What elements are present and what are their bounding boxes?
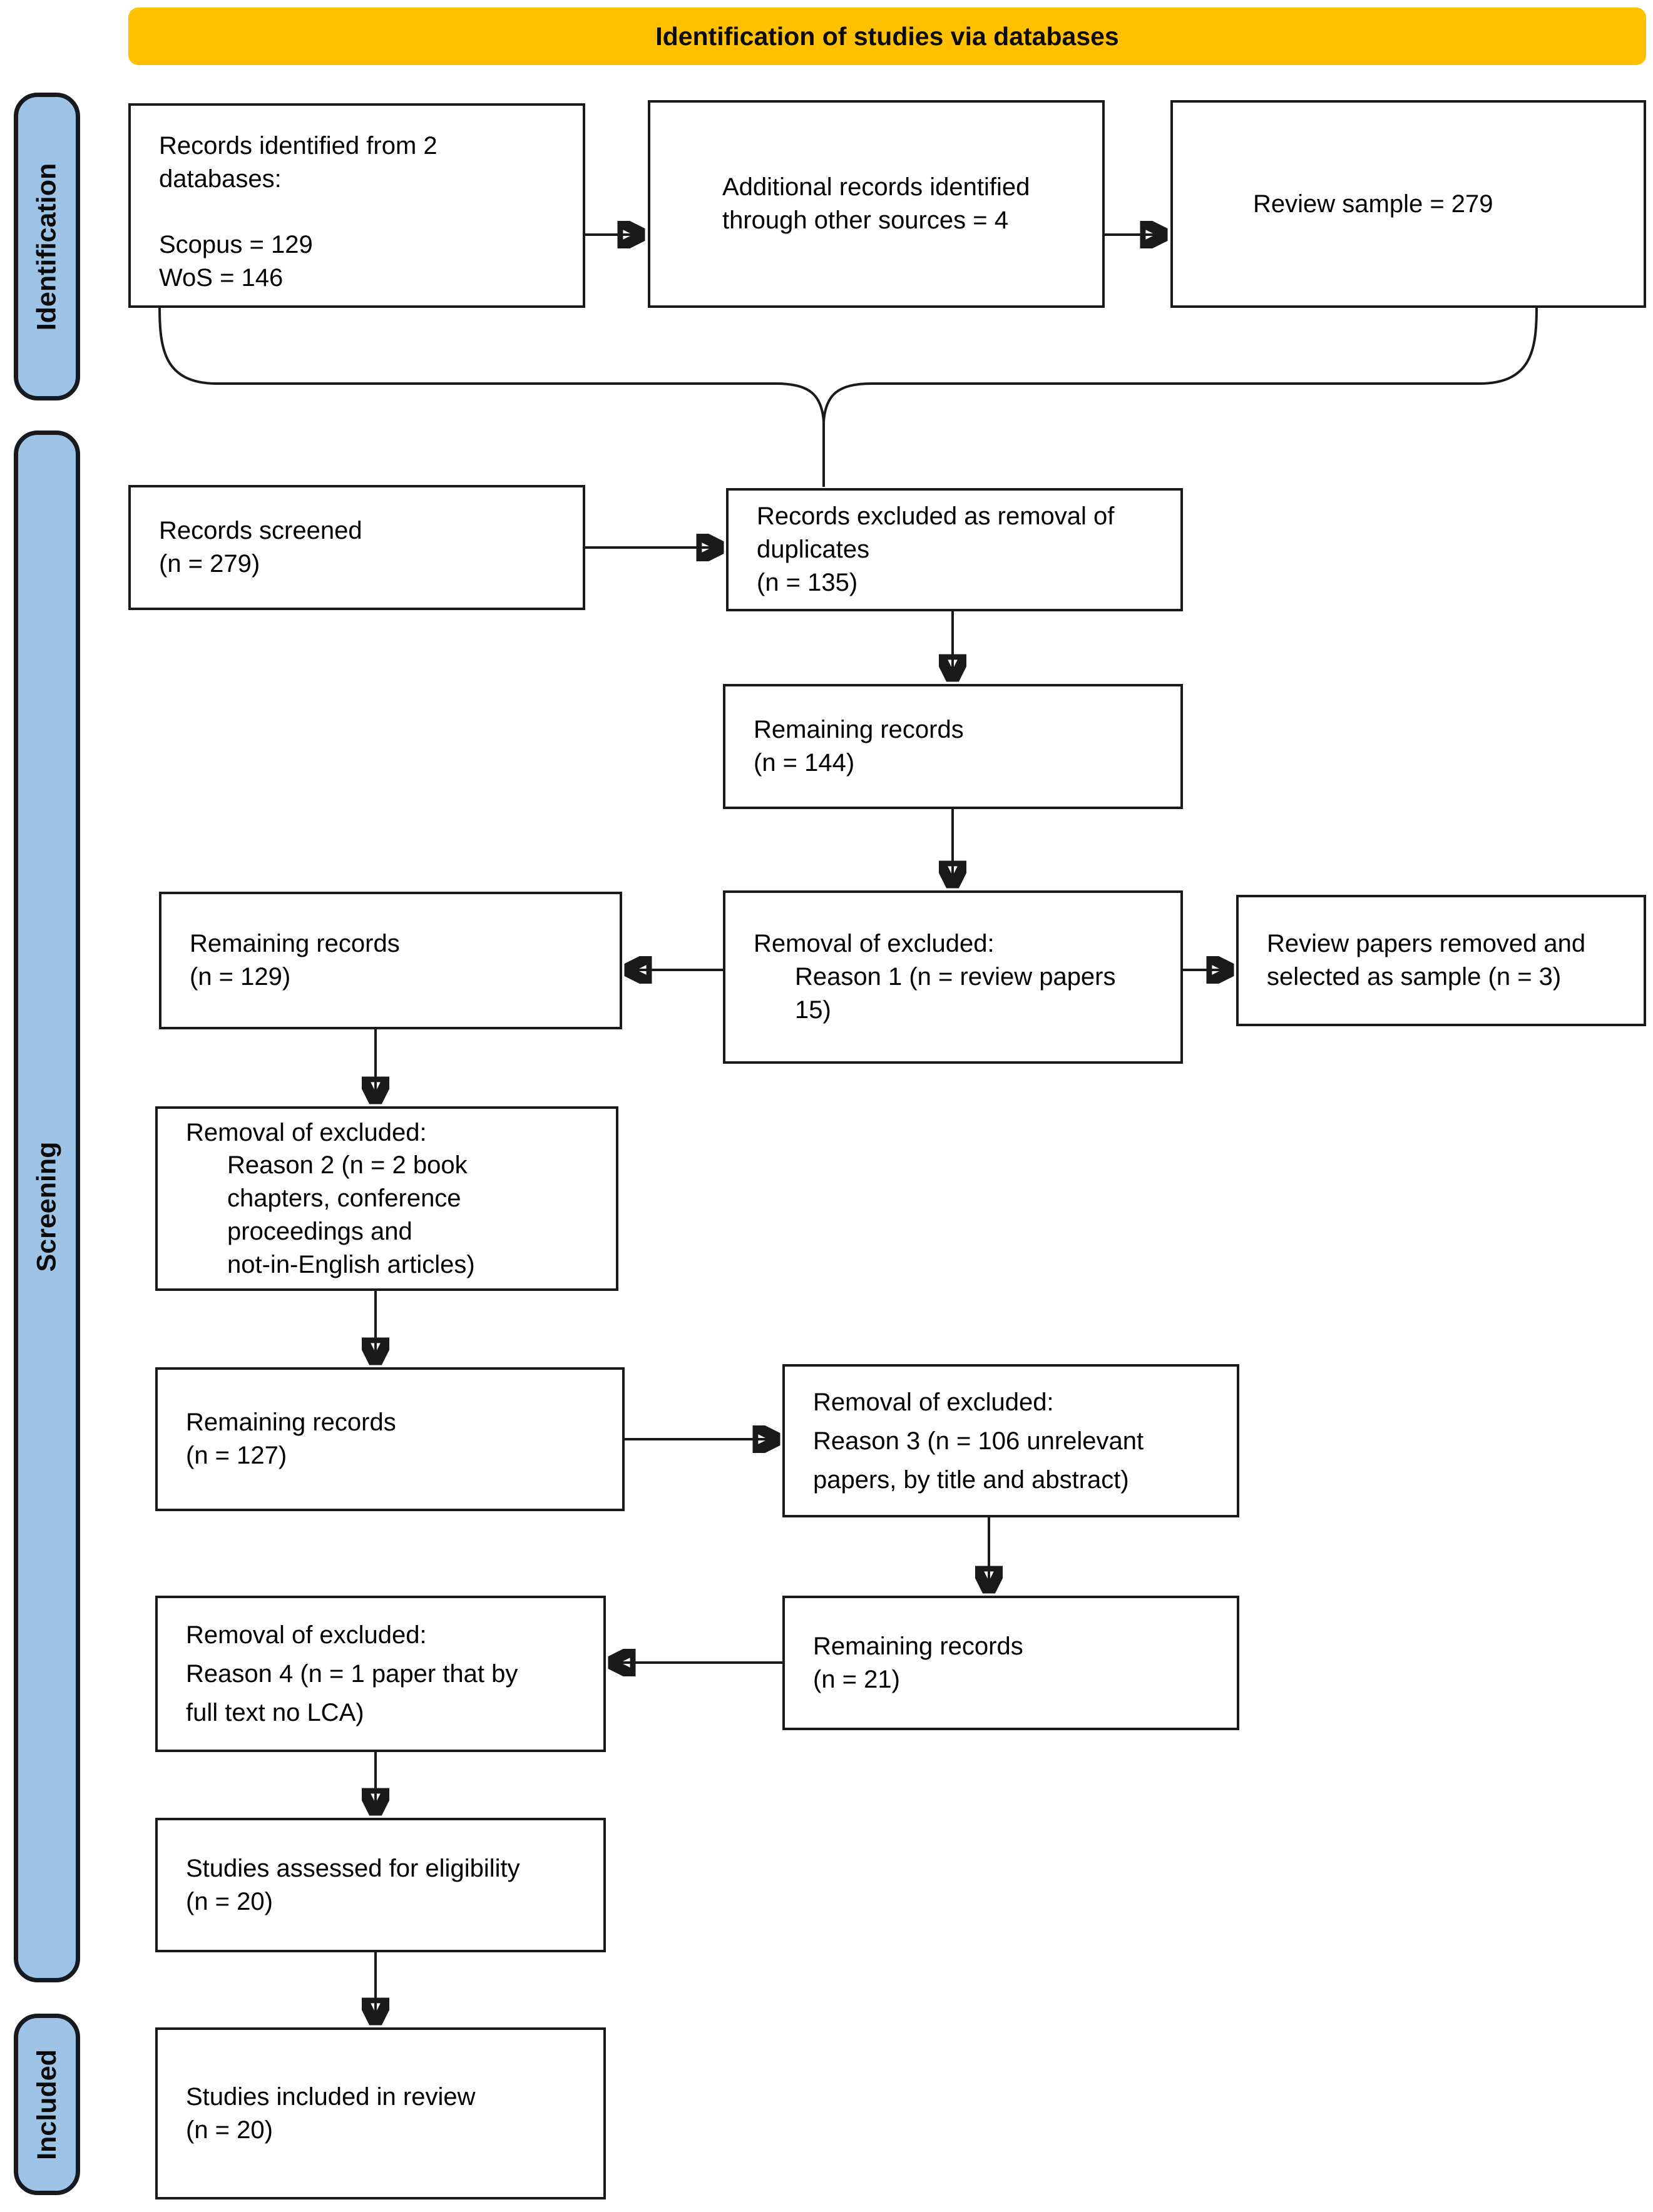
box-text-line: Reason 4 (n = 1 paper that by (186, 1660, 518, 1688)
stage-label-included: Included (31, 2049, 62, 2160)
box-text-line: duplicates (757, 536, 870, 564)
box-text-line: (n = 279) (159, 550, 260, 578)
box-text-line: Review papers removed and (1267, 930, 1586, 958)
stage-bar-included (14, 2014, 80, 2195)
box-text-line: databases: (159, 165, 282, 193)
stage-bar-screening (14, 431, 80, 1982)
box-text-line: not-in-English articles) (227, 1250, 475, 1278)
box-text-line: WoS = 146 (159, 264, 284, 292)
box-removal-reason-2 (155, 1106, 618, 1291)
box-text-line: Remaining records (754, 716, 964, 744)
box-text-line: 15) (795, 996, 831, 1024)
box-remaining-records-144 (723, 684, 1183, 809)
box-review-sample (1170, 100, 1646, 308)
box-text-line: through other sources = 4 (722, 206, 1008, 234)
phase-banner (128, 8, 1646, 65)
box-text-line (159, 196, 565, 229)
box-text-line: (n = 21) (813, 1665, 900, 1693)
box-text-line: selected as sample (n = 3) (1267, 963, 1562, 991)
box-text-line: Removal of excluded: (186, 1621, 427, 1649)
stage-label-screening: Screening (31, 1141, 62, 1272)
box-text-line: (n = 144) (754, 749, 855, 777)
box-text-line: Reason 3 (n = 106 unrelevant (813, 1427, 1144, 1455)
box-text-line: Removal of excluded: (186, 1118, 427, 1146)
box-text-line: Removal of excluded: (813, 1388, 1054, 1416)
box-removal-reason-1 (723, 890, 1183, 1064)
box-text-line: (n = 135) (757, 568, 858, 596)
box-removal-reason-3 (782, 1364, 1239, 1517)
stage-bar-identification (14, 93, 80, 400)
box-text-line: Studies included in review (186, 2082, 476, 2111)
box-text-line: Remaining records (186, 1409, 396, 1437)
box-text-line: Reason 2 (n = 2 book (227, 1151, 468, 1180)
box-text-line: (n = 20) (186, 2116, 273, 2144)
box-remaining-records-21 (782, 1596, 1239, 1730)
box-text-line: Records identified from 2 (159, 132, 438, 160)
box-text-line: Removal of excluded: (754, 930, 995, 958)
box-text-line: Remaining records (813, 1632, 1023, 1660)
box-records-excluded-duplicates (726, 488, 1183, 611)
box-records-identified (128, 103, 585, 308)
box-review-papers-removed (1236, 895, 1646, 1026)
box-remaining-records-127 (155, 1367, 625, 1511)
box-text-line: Scopus = 129 (159, 231, 313, 259)
box-text-line: Additional records identified (722, 173, 1030, 201)
box-text-line: Records screened (159, 517, 362, 545)
box-remaining-records-129 (159, 892, 622, 1029)
box-records-screened (128, 485, 585, 610)
box-additional-records (648, 100, 1105, 308)
box-text-line: full text no LCA) (186, 1699, 364, 1726)
box-text-line: proceedings and (227, 1217, 412, 1245)
box-text-line: Studies assessed for eligibility (186, 1854, 520, 1882)
box-text-line: Reason 1 (n = review papers (795, 963, 1116, 991)
box-text-line: Review sample = 279 (1253, 190, 1493, 218)
phase-banner-label: Identification of studies via databases (655, 21, 1119, 51)
stage-label-identification: Identification (31, 163, 62, 330)
brace-merge-left (160, 308, 824, 487)
box-removal-reason-4 (155, 1596, 606, 1752)
box-text-line: Records excluded as removal of (757, 502, 1115, 531)
box-studies-assessed (155, 1818, 606, 1952)
box-text-line: chapters, conference (227, 1185, 461, 1213)
box-text-line: Remaining records (190, 930, 400, 958)
box-studies-included (155, 2027, 606, 2199)
box-text-line: (n = 127) (186, 1442, 287, 1469)
box-text-line: (n = 20) (186, 1887, 273, 1915)
box-text-line: papers, by title and abstract) (813, 1465, 1129, 1494)
brace-merge-right (824, 308, 1537, 422)
box-text-line: (n = 129) (190, 963, 291, 991)
